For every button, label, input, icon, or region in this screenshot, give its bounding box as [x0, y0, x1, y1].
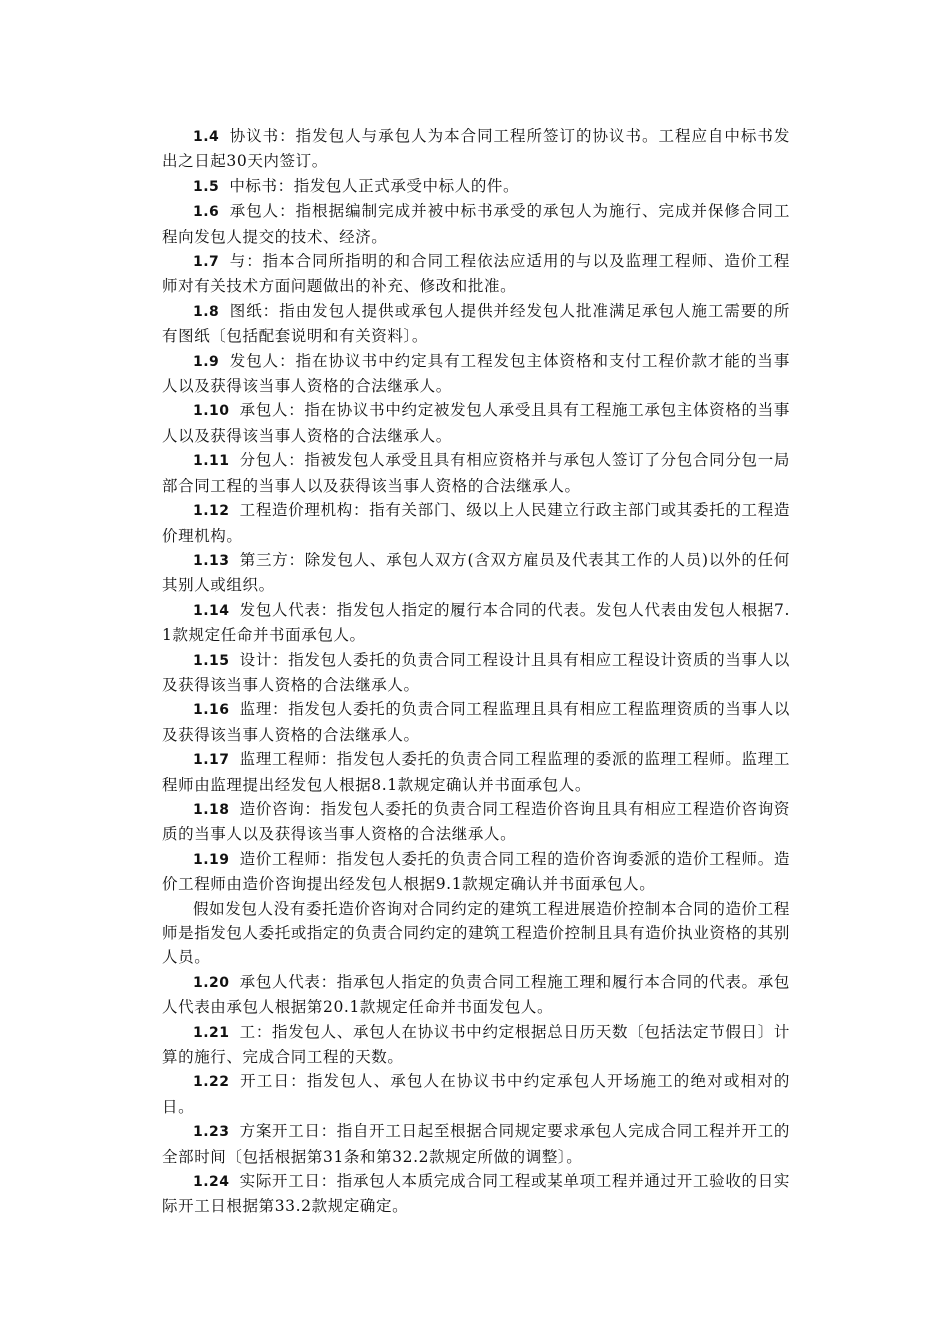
clause-1-19-note [162, 897, 790, 970]
clause-1-10 [162, 398, 790, 448]
clause-text: 发包人：指在协议书中约定具有工程发包主体资格和支付工程价款才能的当事人以及获得该当事人资格的合法继承人。 [162, 351, 790, 396]
clause-1-24 [162, 1169, 790, 1219]
clause-number: 1.5 [193, 178, 220, 195]
clause-1-7 [162, 249, 790, 299]
clause-number: 1.13 [193, 552, 230, 569]
clause-number: 1.9 [193, 353, 220, 370]
clause-number: 1.23 [193, 1124, 230, 1141]
clause-number: 1.20 [193, 974, 230, 991]
clause-1-19 [162, 847, 790, 897]
clause-text: 与：指本合同所指明的和合同工程依法应适用的与以及监理工程师、造价工程师对有关技术方面问题做出的补充、修改和批准。 [162, 252, 790, 296]
clause-1-4 [162, 124, 790, 174]
clause-1-13 [162, 548, 790, 598]
clause-number: 1.16 [193, 702, 230, 719]
clause-text: 工程造价理机构：指有关部门、级以上人民建立行政主部门或其委托的工程造价理机构。 [162, 501, 790, 545]
clause-number: 1.17 [193, 752, 230, 769]
clause-text: 工：指发包人、承包人在协议书中约定根据总日历天数〔包括法定节假日〕计算的施行、完成合同工程的天数。 [162, 1022, 790, 1067]
clause-1-12 [162, 498, 790, 548]
clause-number: 1.15 [193, 652, 230, 669]
clause-number: 1.10 [193, 403, 230, 420]
clause-text: 协议书：指发包人与承包人为本合同工程所签订的协议书。工程应自中标书发出之日起30天内签订。 [162, 127, 790, 171]
clause-number: 1.24 [193, 1174, 230, 1191]
clause-text: 造价工程师：指发包人委托的负责合同工程的造价咨询委派的造价工程师。造价工程师由造价咨询提出经发包人根据9.1款规定确认并书面承包人。 [162, 849, 790, 894]
clause-1-20 [162, 970, 790, 1020]
clause-text: 造价咨询：指发包人委托的负责合同工程造价咨询且具有相应工程造价咨询资质的当事人以及获得该当事人资格的合法继承人。 [162, 799, 790, 844]
clause-number: 1.7 [193, 254, 220, 271]
clause-1-8 [162, 299, 790, 349]
clause-number: 1.6 [193, 204, 220, 221]
clause-1-6 [162, 199, 790, 249]
clause-text: 图纸：指由发包人提供或承包人提供并经发包人批准满足承包人施工需要的所有图纸〔包括配套说明和有关资料〕。 [162, 301, 790, 346]
clause-1-9 [162, 349, 790, 399]
clause-1-23 [162, 1119, 790, 1169]
clause-text: 开工日：指发包人、承包人在协议书中约定承包人开场施工的绝对或相对的日。 [162, 1072, 790, 1116]
clause-number: 1.18 [193, 801, 230, 818]
clause-1-14 [162, 598, 790, 648]
clause-1-5 [162, 174, 790, 199]
clause-1-21 [162, 1020, 790, 1070]
clause-1-18 [162, 797, 790, 847]
clause-number: 1.8 [193, 303, 220, 320]
clause-number: 1.19 [193, 851, 230, 868]
clause-number: 1.11 [193, 453, 230, 470]
clause-1-11 [162, 448, 790, 498]
clause-number: 1.22 [193, 1074, 230, 1091]
clause-text: 监理工程师：指发包人委托的负责合同工程监理的委派的监理工程师。监理工程师由监理提出经发包人根据8.1款规定确认并书面承包人。 [162, 750, 790, 794]
clause-text: 中标书：指发包人正式承受中标人的件。 [229, 176, 520, 195]
clause-text: 监理：指发包人委托的负责合同工程监理且具有相应工程监理资质的当事人以及获得该当事人资格的合法继承人。 [162, 700, 790, 744]
clause-number: 1.14 [193, 602, 230, 619]
clause-text: 方案开工日：指自开工日起至根据合同规定要求承包人完成合同工程并开工的全部时间〔包括根据第31条和第32.2款规定所做的调整〕。 [162, 1122, 790, 1166]
clause-1-15 [162, 648, 790, 698]
clause-number: 1.4 [193, 129, 220, 145]
clause-1-22 [162, 1069, 790, 1119]
clause-text: 发包人代表：指发包人指定的履行本合同的代表。发包人代表由发包人根据7.1款规定任命并书面承包人。 [162, 600, 790, 645]
clause-text: 承包人：指在协议书中约定被发包人承受且具有工程施工承包主体资格的当事人以及获得该当事人资格的合法继承人。 [162, 401, 790, 445]
clause-text: 实际开工日：指承包人本质完成合同工程或某单项工程并通过开工验收的日实际开工日根据第33.2款规定确定。 [162, 1172, 790, 1216]
clause-1-17 [162, 747, 790, 797]
clause-text: 承包人：指根据编制完成并被中标书承受的承包人为施行、完成并保修合同工程向发包人提交的技术、经济。 [162, 202, 790, 246]
clause-text: 承包人代表：指承包人指定的负责合同工程施工理和履行本合同的代表。承包人代表由承包人根据第20.1款规定任命并书面发包人。 [162, 972, 790, 1017]
clause-text: 设计：指发包人委托的负责合同工程设计且具有相应工程设计资质的当事人以及获得该当事人资格的合法继承人。 [162, 650, 790, 694]
clause-text: 第三方：除发包人、承包人双方(含双方雇员及代表其工作的人员)以外的任何其别人或组织。 [162, 550, 790, 595]
clause-number: 1.21 [193, 1024, 230, 1041]
clause-1-16 [162, 697, 790, 747]
clause-number: 1.12 [193, 503, 230, 520]
document-body [162, 124, 790, 1219]
clause-text: 分包人：指被发包人承受且具有相应资格并与承包人签订了分包合同分包一局部合同工程的当事人以及获得该当事人资格的合法继承人。 [162, 451, 790, 495]
clause-text: 假如发包人没有委托造价咨询对合同约定的建筑工程进展造价控制本合同的造价工程师是指发包人委托或指定的负责合同约定的建筑工程造价控制且具有造价执业资格的其别人员。 [162, 899, 790, 967]
